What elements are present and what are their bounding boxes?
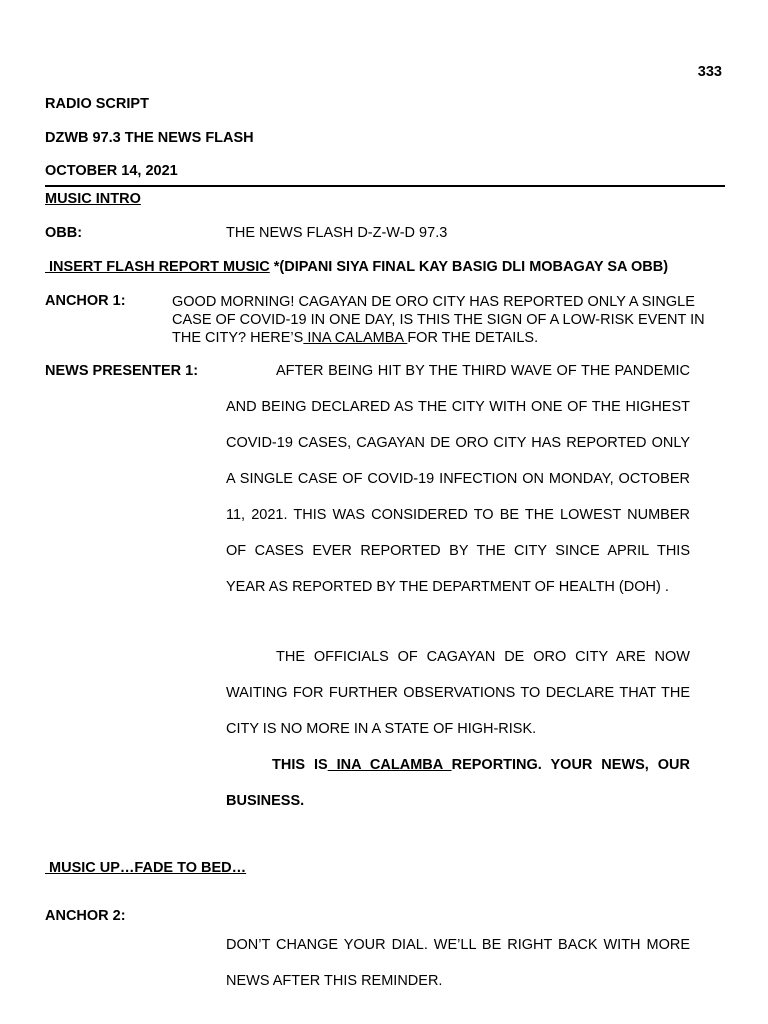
signoff-after: REPORTING. YOUR NEWS, OUR BUSINESS. [226, 757, 690, 809]
news-signoff [226, 747, 690, 819]
anchor1-text-before: GOOD MORNING! CAGAYAN DE ORO CITY HAS REPORTED ONLY A SINGLE CASE OF COVID-19 IN ONE DAY, IS THIS THE SIGN OF A LOW-RISK EVENT IN THE CITY? HERE’S [172, 294, 705, 346]
anchor2-text: DON’T CHANGE YOUR DIAL. WE’LL BE RIGHT BACK WITH MORE NEWS AFTER THIS REMINDER. [226, 937, 690, 989]
insert-note: *(DIPANI SIYA FINAL KAY BASIG DLI MOBAGAY SA OBB) [269, 259, 669, 275]
anchor2-label: ANCHOR 2: [45, 908, 126, 924]
page-number: 333 [697, 64, 722, 80]
anchor1-text-after: FOR THE DETAILS. [407, 330, 539, 346]
obb-text: THE NEWS FLASH D-Z-W-D 97.3 [226, 225, 448, 241]
news-paragraph-2: THE OFFICIALS OF CAGAYAN DE ORO CITY ARE NOW WAITING FOR FURTHER OBSERVATIONS TO DECLARE THAT THE CITY IS NO MORE IN A STATE OF HIGH-RISK. [226, 649, 690, 737]
music-intro-cue: MUSIC INTRO [45, 191, 141, 207]
obb-label: OBB: [45, 225, 83, 241]
signoff-reporter: INA CALAMBA [327, 757, 452, 773]
anchor1-text [172, 293, 728, 347]
news-presenter1-label: NEWS PRESENTER 1: [45, 363, 199, 379]
insert-music-cue [45, 259, 668, 275]
signoff-before: THIS IS [272, 757, 328, 773]
insert-music-label: INSERT FLASH REPORT MUSIC [49, 259, 270, 275]
station-name: DZWB 97.3 THE NEWS FLASH [45, 130, 254, 146]
news-paragraph-1: AFTER BEING HIT BY THE THIRD WAVE OF THE PANDEMIC AND BEING DECLARED AS THE CITY WITH ONE OF THE HIGHEST COVID-19 CASES, CAGAYAN DE ORO CITY HAS REPORTED ONLY A SINGLE CASE OF COVID-19 INFECTION ON MONDAY, OCTOBER 11, 2021. THIS WAS CONSIDERED TO BE THE LOWEST NUMBER OF CASES EVER REPORTED BY THE CITY SINCE APRIL THIS YEAR AS REPORTED BY THE DEPARTMENT OF HEALTH (DOH) . [226, 363, 690, 595]
music-up-cue: MUSIC UP…FADE TO BED… [45, 860, 247, 876]
anchor1-reporter: INA CALAMBA [303, 330, 408, 346]
script-title: RADIO SCRIPT [45, 96, 149, 112]
header-divider [45, 185, 725, 187]
anchor1-label: ANCHOR 1: [45, 293, 126, 309]
script-date: OCTOBER 14, 2021 [45, 163, 178, 179]
